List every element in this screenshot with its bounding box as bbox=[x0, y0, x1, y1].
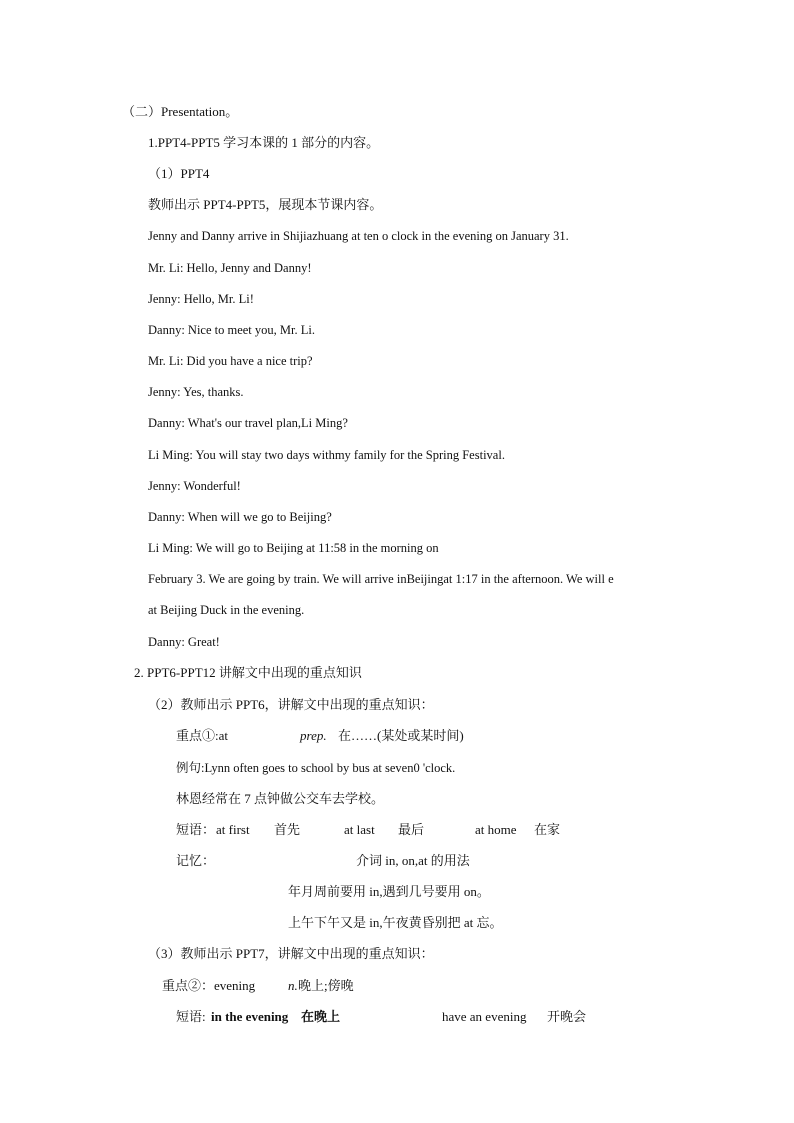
key-point-1-label: 重点①:at bbox=[176, 728, 228, 743]
part1-title: 1.PPT4-PPT5 学习本课的 1 部分的内容。 bbox=[148, 135, 380, 150]
dialogue-line: Danny: What's our travel plan,Li Ming? bbox=[148, 416, 348, 430]
dialogue-line: Jenny: Wonderful! bbox=[148, 479, 241, 493]
dialogue-line: Jenny: Yes, thanks. bbox=[148, 385, 244, 399]
phrase-in-the-evening-meaning: 在晚上 bbox=[301, 1009, 341, 1024]
phrase-at-home-meaning: 在家 bbox=[534, 822, 561, 837]
dialogue-line: February 3. We are going by train. We will arrive inBeijingat 1:17 in the afternoon. We will e bbox=[148, 572, 614, 586]
memory-rhyme-line: 上午下午又是 in,午夜黄昏别把 at 忘。 bbox=[288, 915, 503, 930]
memory-rule bbox=[176, 853, 470, 869]
key-point-2 bbox=[162, 978, 354, 994]
example-sentence-cn: 林恩经常在 7 点钟做公交车去学校。 bbox=[176, 791, 385, 806]
dialogue-line: Mr. Li: Did you have a nice trip? bbox=[148, 354, 313, 368]
part3-subheading: （3）教师出示 PPT7，讲解文中出现的重点知识： bbox=[148, 946, 434, 961]
part2-title: 2. PPT6-PPT12 讲解文中出现的重点知识 bbox=[134, 665, 362, 680]
dialogue-line: Danny: When will we go to Beijing? bbox=[148, 510, 332, 524]
key-point-2-label: 重点②：evening bbox=[162, 978, 256, 993]
phrase-have-an-evening-meaning: 开晚会 bbox=[547, 1009, 587, 1024]
phrases-2-label: 短语: bbox=[176, 1009, 206, 1024]
part1-subheading: （1）PPT4 bbox=[148, 166, 210, 181]
section-heading: （二）Presentation。 bbox=[122, 104, 239, 119]
key-point-1-pos: prep. bbox=[300, 728, 327, 743]
phrases-1 bbox=[176, 822, 561, 838]
phrase-at-last: at last bbox=[344, 822, 375, 837]
dialogue-line: Jenny and Danny arrive in Shijiazhuang at ten o clock in the evening on January 31. bbox=[148, 229, 569, 243]
phrase-at-first: at first bbox=[216, 822, 250, 837]
dialogue-line: Danny: Nice to meet you, Mr. Li. bbox=[148, 323, 315, 337]
phrase-at-last-meaning: 最后 bbox=[398, 822, 425, 837]
dialogue-line: at Beijing Duck in the evening. bbox=[148, 603, 305, 617]
phrases-2 bbox=[176, 1009, 587, 1025]
phrases-1-label: 短语： bbox=[176, 822, 216, 837]
dialogue-line: Jenny: Hello, Mr. Li! bbox=[148, 292, 254, 306]
phrase-at-first-meaning: 首先 bbox=[274, 822, 301, 837]
memory-title: 介词 in, on,at 的用法 bbox=[356, 853, 470, 868]
part1-intro: 教师出示 PPT4-PPT5，展现本节课内容。 bbox=[148, 197, 383, 212]
key-point-2-meaning: 晚上;傍晚 bbox=[298, 978, 354, 993]
memory-label: 记忆： bbox=[176, 853, 216, 868]
phrase-in-the-evening: in the evening bbox=[211, 1009, 289, 1024]
dialogue-line: Mr. Li: Hello, Jenny and Danny! bbox=[148, 261, 312, 275]
key-point-1-meaning: 在……(某处或某时间) bbox=[338, 728, 464, 743]
example-sentence-en: 例句:Lynn often goes to school by bus at seven0 'clock. bbox=[176, 761, 456, 775]
phrase-at-home: at home bbox=[475, 822, 517, 837]
part2-subheading: （2）教师出示 PPT6，讲解文中出现的重点知识： bbox=[148, 697, 434, 712]
key-point-1 bbox=[176, 728, 464, 744]
dialogue-line: Danny: Great! bbox=[148, 635, 220, 649]
dialogue-line: Li Ming: We will go to Beijing at 11:58 in the morning on bbox=[148, 541, 439, 555]
dialogue-line: Li Ming: You will stay two days withmy family for the Spring Festival. bbox=[148, 448, 505, 462]
phrase-have-an-evening: have an evening bbox=[442, 1009, 527, 1024]
memory-rhyme-line: 年月周前要用 in,遇到几号要用 on。 bbox=[288, 884, 490, 899]
key-point-2-pos: n. bbox=[288, 978, 298, 993]
